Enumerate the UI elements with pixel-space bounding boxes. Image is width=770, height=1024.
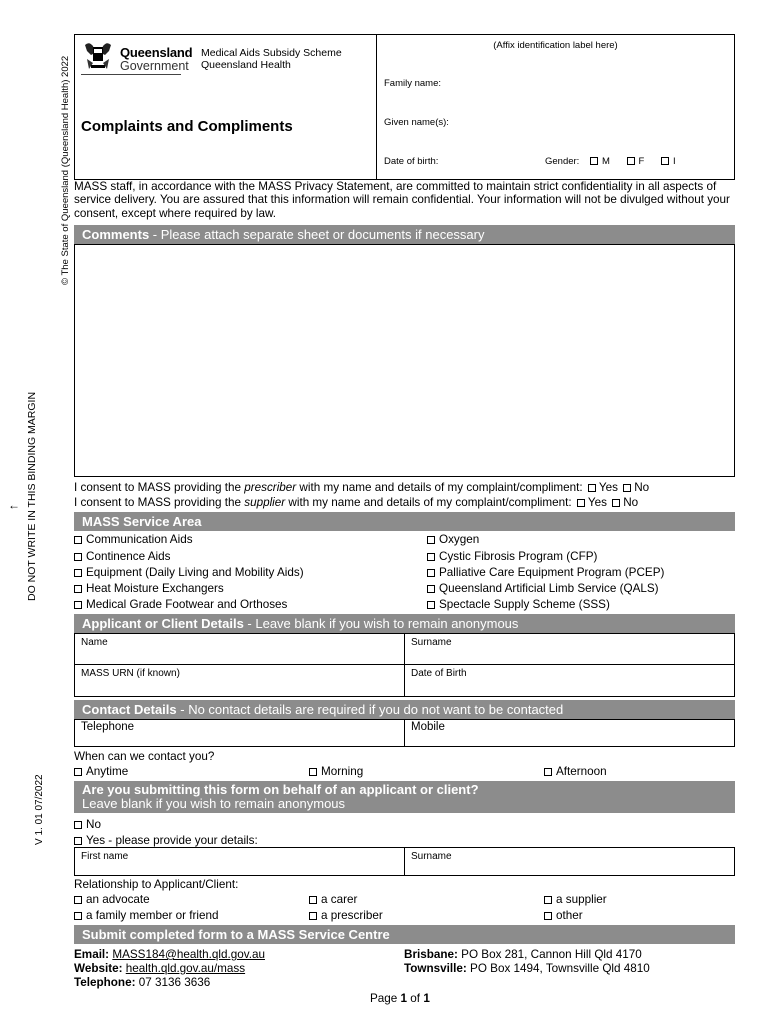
relationship-advocate-checkbox[interactable]: an advocate (74, 893, 150, 907)
gender-f-checkbox[interactable]: F (627, 156, 645, 167)
applicant-name-field[interactable]: Name (74, 633, 405, 665)
service-checkbox[interactable]: Oxygen (427, 533, 479, 547)
identification-panel (377, 35, 734, 179)
service-checkbox[interactable]: Palliative Care Equipment Program (PCEP) (427, 566, 664, 580)
id-label-instruction: (Affix identification label here) (493, 40, 618, 51)
privacy-statement: MASS staff, in accordance with the MASS Privacy Statement, are committed to maintain strict confidentiality in all aspects of service delivery. You are assured that this information will remain confidential. Your information will not be divulged without your consent, except where required by law. (74, 180, 730, 220)
behalf-heading-line2: Leave blank if you wish to remain anonymous (82, 796, 346, 811)
service-checkbox[interactable]: Communication Aids (74, 533, 193, 547)
logo-queensland: Queensland (120, 45, 193, 60)
applicant-urn-field[interactable]: MASS URN (if known) (74, 664, 405, 697)
submit-website: Website: health.qld.gov.au/mass (74, 962, 246, 975)
applicant-surname-field[interactable]: Surname (404, 633, 735, 665)
page-title: Complaints and Compliments (81, 118, 293, 135)
given-name-field[interactable]: Given name(s): (384, 117, 449, 128)
behalf-no-checkbox[interactable]: No (74, 818, 101, 832)
relationship-family-checkbox[interactable]: a family member or friend (74, 909, 219, 923)
service-checkbox[interactable]: Heat Moisture Exchangers (74, 582, 224, 596)
contact-afternoon-checkbox[interactable]: Afternoon (544, 765, 607, 779)
consent-supplier-yes[interactable]: Yes (575, 496, 607, 509)
consent-supplier: I consent to MASS providing the supplier with my name and details of my complaint/compliment: Yes No (74, 496, 639, 509)
comments-heading: Comments - Please attach separate sheet or documents if necessary (74, 225, 735, 244)
comments-textarea[interactable] (74, 244, 735, 477)
consent-supplier-no[interactable]: No (610, 496, 638, 509)
consent-prescriber-yes[interactable]: Yes (586, 481, 618, 494)
contact-time-label: When can we contact you? (74, 750, 215, 763)
binding-arrow-icon: ← (8, 498, 20, 512)
service-checkbox[interactable]: Medical Grade Footwear and Orthoses (74, 598, 287, 612)
relationship-other-checkbox[interactable]: other (544, 909, 583, 923)
mobile-field[interactable]: Mobile (404, 719, 735, 747)
form-header (74, 34, 735, 180)
behalf-surname-field[interactable]: Surname (404, 847, 735, 876)
dob-field[interactable]: Date of birth: (384, 156, 439, 167)
queensland-crest-icon (81, 41, 115, 71)
relationship-prescriber-checkbox[interactable]: a prescriber (309, 909, 383, 923)
gender-m-checkbox[interactable]: M (590, 156, 610, 167)
relationship-carer-checkbox[interactable]: a carer (309, 893, 357, 907)
relationship-supplier-checkbox[interactable]: a supplier (544, 893, 607, 907)
submit-townsville: Townsville: PO Box 1494, Townsville Qld 4810 (404, 962, 650, 975)
behalf-yes-checkbox[interactable]: Yes - please provide your details: (74, 834, 258, 848)
service-checkbox[interactable]: Continence Aids (74, 550, 170, 564)
logo-government: Government (120, 59, 189, 73)
logo-rule (81, 74, 181, 75)
service-checkbox[interactable]: Cystic Fibrosis Program (CFP) (427, 550, 597, 564)
gender-field (545, 156, 676, 167)
binding-margin-notice: DO NOT WRITE IN THIS BINDING MARGIN (26, 391, 38, 601)
submit-brisbane: Brisbane: PO Box 281, Cannon Hill Qld 4170 (404, 948, 642, 961)
consent-prescriber: I consent to MASS providing the prescriber with my name and details of my complaint/compliment: Yes No (74, 481, 650, 494)
email-link[interactable]: MASS184@health.qld.gov.au (112, 948, 265, 961)
gender-i-checkbox[interactable]: I (661, 156, 676, 167)
page-number: Page 1 of 1 (370, 992, 430, 1005)
submit-telephone: Telephone: 07 3136 3636 (74, 976, 211, 989)
header-title-panel (75, 35, 377, 179)
submit-heading: Submit completed form to a MASS Service Centre (74, 925, 735, 944)
family-name-field[interactable]: Family name: (384, 78, 442, 89)
telephone-field[interactable]: Telephone (74, 719, 405, 747)
submit-email: Email: MASS184@health.qld.gov.au (74, 948, 265, 961)
applicant-heading: Applicant or Client Details - Leave blank if you wish to remain anonymous (74, 614, 735, 633)
contact-anytime-checkbox[interactable]: Anytime (74, 765, 128, 779)
version-label: V 1. 01 07/2022 (34, 774, 45, 845)
contact-heading: Contact Details - No contact details are required if you do not want to be contacted (74, 700, 735, 719)
behalf-heading-line1: Are you submitting this form on behalf of an applicant or client? (82, 782, 479, 797)
contact-morning-checkbox[interactable]: Morning (309, 765, 363, 779)
relationship-label: Relationship to Applicant/Client: (74, 878, 239, 891)
service-checkbox[interactable]: Spectacle Supply Scheme (SSS) (427, 598, 610, 612)
scheme-line-1: Medical Aids Subsidy Scheme (201, 47, 342, 59)
scheme-line-2: Queensland Health (201, 59, 291, 71)
website-link[interactable]: health.qld.gov.au/mass (125, 962, 246, 975)
gender-label: Gender: (545, 156, 580, 167)
service-area-heading: MASS Service Area (74, 512, 735, 531)
behalf-first-name-field[interactable]: First name (74, 847, 405, 876)
behalf-heading (74, 781, 735, 813)
applicant-dob-field[interactable]: Date of Birth (404, 664, 735, 697)
copyright-notice: © The State of Queensland (Queensland Health) 2022 (60, 55, 71, 285)
consent-prescriber-no[interactable]: No (621, 481, 649, 494)
service-checkbox[interactable]: Equipment (Daily Living and Mobility Aids) (74, 566, 304, 580)
service-checkbox[interactable]: Queensland Artificial Limb Service (QALS) (427, 582, 659, 596)
scheme-name (201, 47, 342, 71)
